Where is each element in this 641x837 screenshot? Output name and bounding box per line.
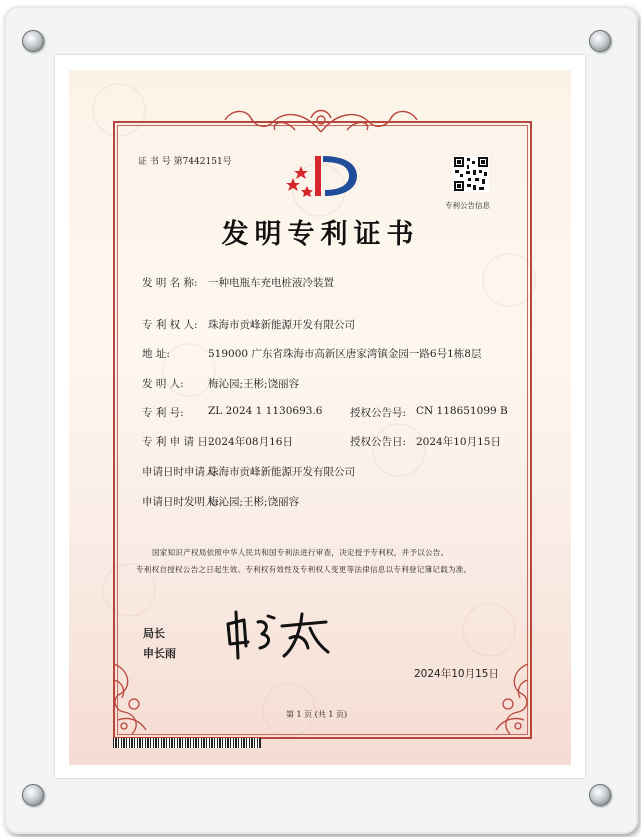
field-value-grant-pub-no: CN 118651099 B xyxy=(416,405,508,417)
screw-icon xyxy=(589,30,611,52)
cnipa-logo-icon xyxy=(285,150,363,202)
field-label-address: 地 址: xyxy=(142,348,170,360)
signer-title: 局长 xyxy=(143,627,165,640)
field-label-patent-no: 专 利 号: xyxy=(142,407,184,419)
field-label-filing-date: 专 利 申 请 日: xyxy=(142,436,212,448)
screw-icon xyxy=(22,30,44,52)
screw-icon xyxy=(22,784,44,806)
ornament-icon xyxy=(215,104,427,136)
field-value-inventor: 梅沁园;王彬;饶丽容 xyxy=(208,378,300,390)
field-label-grant-pub-date: 授权公告日: xyxy=(350,436,407,448)
field-value-patentee: 珠海市贡峰新能源开发有限公司 xyxy=(208,319,355,331)
field-value-filing-date: 2024年08月16日 xyxy=(208,436,293,448)
field-label-name: 发 明 名 称: xyxy=(142,277,198,289)
field-value-name: 一种电瓶车充电桩液冷装置 xyxy=(208,277,334,289)
barcode-icon xyxy=(113,738,261,748)
qr-caption: 专利公告信息 xyxy=(445,201,490,210)
signature-icon xyxy=(222,606,334,662)
field-value-inventor-at-filing: 梅沁园;王彬;饶丽容 xyxy=(208,496,300,508)
field-value-applicant-at-filing: 珠海市贡峰新能源开发有限公司 xyxy=(208,466,355,478)
screw-icon xyxy=(589,784,611,806)
field-value-patent-no: ZL 2024 1 1130693.6 xyxy=(208,405,323,417)
field-label-applicant-at-filing: 申请日时申请人: xyxy=(142,466,220,478)
field-label-grant-pub-no: 授权公告号: xyxy=(350,407,407,419)
issue-date: 2024年10月15日 xyxy=(414,668,499,680)
certificate-number: 证 书 号 第7442151号 xyxy=(138,157,232,167)
field-label-inventor: 发 明 人: xyxy=(142,378,184,390)
signer-name: 申长雨 xyxy=(143,647,176,660)
field-value-grant-pub-date: 2024年10月15日 xyxy=(416,436,501,448)
field-label-inventor-at-filing: 申请日时发明人: xyxy=(142,496,220,508)
field-value-address: 519000 广东省珠海市高新区唐家湾镇金园一路6号1栋8层 xyxy=(208,348,482,360)
certificate-title: 发明专利证书 xyxy=(221,219,420,250)
grant-notice-line2: 专利权自授权公告之日起生效。专利权有效性及专利权人变更等法律信息以专利登记簿记载为准。 xyxy=(136,565,472,574)
ornament-icon xyxy=(110,660,156,738)
field-label-patentee: 专 利 权 人: xyxy=(142,319,198,331)
qr-code-icon xyxy=(453,156,489,192)
page-number: 第 1 页 (共 1 页) xyxy=(286,710,348,719)
grant-notice-line1: 国家知识产权局依照中华人民共和国专利法进行审查，决定授予专利权，并予以公告。 xyxy=(152,548,449,557)
